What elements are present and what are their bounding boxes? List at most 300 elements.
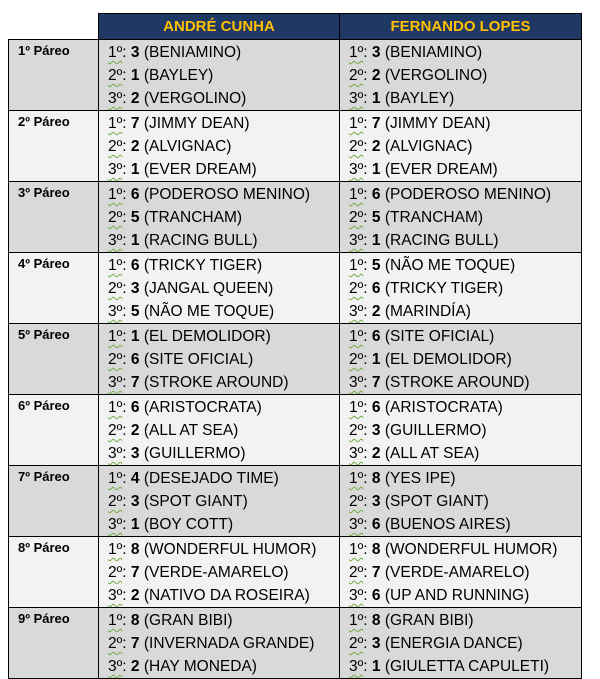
horse-name: (TRANCHAM) [384,209,484,226]
race-row [9,111,582,182]
pick-line [349,183,581,206]
picks-fernando-lopes [340,40,582,111]
horse-number: 6 [130,257,140,274]
pick-position: 3º [108,516,123,533]
race-row [9,537,582,608]
horse-name: (EL DEMOLIDOR) [384,351,512,368]
horse-number: 6 [130,399,140,416]
pick-separator: : [363,209,372,226]
pick-position: 1º [108,115,123,132]
pick-separator: : [122,44,131,61]
pick-separator: : [363,44,372,61]
horse-name: (BENIAMINO) [384,44,483,61]
pick-separator: : [122,209,131,226]
pick-position: 3º [108,445,123,462]
pick-line [349,300,581,323]
pick-line [349,513,581,536]
race-label: 9º Páreo [9,608,99,679]
race-label: 7º Páreo [9,466,99,537]
pick-separator: : [122,635,131,652]
pick-separator: : [363,399,372,416]
pick-separator: : [122,516,131,533]
pick-line [108,348,339,371]
race-tips-table [8,13,582,679]
pick-line [108,419,339,442]
horse-name: (ALVIGNAC) [143,138,232,155]
pick-line [108,467,339,490]
horse-number: 3 [130,44,140,61]
horse-name: (VERGOLINO) [143,90,247,107]
horse-number: 1 [371,232,381,249]
horse-name: (SPOT GIANT) [384,493,489,510]
horse-number: 3 [130,280,140,297]
horse-number: 1 [371,658,381,675]
horse-number: 5 [371,257,381,274]
pick-line [108,158,339,181]
horse-number: 1 [371,90,381,107]
horse-name: (NÃO ME TOQUE) [384,257,516,274]
picks-fernando-lopes [340,182,582,253]
horse-number: 2 [130,658,140,675]
pick-separator: : [363,161,372,178]
pick-position: 2º [349,564,364,581]
pick-separator: : [363,422,372,439]
horse-name: (WONDERFUL HUMOR) [384,541,558,558]
race-row [9,40,582,111]
pick-separator: : [363,67,372,84]
pick-position: 3º [108,90,123,107]
pick-separator: : [122,564,131,581]
picks-fernando-lopes [340,466,582,537]
horse-name: (JANGAL QUEEN) [143,280,274,297]
pick-position: 1º [349,328,364,345]
horse-name: (PODEROSO MENINO) [384,186,552,203]
picks-andre-cunha [99,395,340,466]
pick-separator: : [122,232,131,249]
horse-name: (EL DEMOLIDOR) [143,328,271,345]
horse-number: 1 [371,161,381,178]
horse-number: 6 [130,351,140,368]
horse-number: 2 [130,90,140,107]
pick-separator: : [122,587,131,604]
pick-position: 3º [349,374,364,391]
pick-line [349,419,581,442]
pick-line [108,112,339,135]
horse-number: 1 [130,516,140,533]
horse-name: (BAYLEY) [143,67,214,84]
pick-position: 2º [108,138,123,155]
picks-fernando-lopes [340,111,582,182]
picks-andre-cunha [99,40,340,111]
picks-fernando-lopes [340,253,582,324]
race-row [9,395,582,466]
horse-name: (PODEROSO MENINO) [143,186,311,203]
pick-line [108,632,339,655]
pick-line [349,206,581,229]
horse-name: (VERDE-AMARELO) [384,564,530,581]
pick-line [349,632,581,655]
horse-name: (SITE OFICIAL) [384,328,495,345]
pick-line [108,41,339,64]
horse-name: (MARINDÍA) [384,303,471,320]
pick-line [108,584,339,607]
race-label: 1º Páreo [9,40,99,111]
pick-position: 3º [349,587,364,604]
horse-number: 2 [130,587,140,604]
pick-position: 1º [108,44,123,61]
pick-separator: : [122,138,131,155]
pick-separator: : [122,470,131,487]
pick-position: 1º [349,541,364,558]
pick-separator: : [363,303,372,320]
pick-position: 1º [349,257,364,274]
horse-number: 6 [371,186,381,203]
pick-separator: : [363,587,372,604]
pick-separator: : [122,541,131,558]
horse-number: 1 [130,328,140,345]
pick-line [108,254,339,277]
picks-andre-cunha [99,608,340,679]
header-andre-cunha: ANDRÉ CUNHA [99,14,340,40]
pick-position: 2º [349,493,364,510]
horse-number: 7 [130,374,140,391]
race-row [9,324,582,395]
pick-position: 1º [108,186,123,203]
horse-name: (EVER DREAM) [143,161,257,178]
pick-position: 2º [349,67,364,84]
pick-separator: : [363,351,372,368]
pick-position: 2º [108,280,123,297]
pick-separator: : [363,374,372,391]
pick-separator: : [122,399,131,416]
picks-fernando-lopes [340,608,582,679]
pick-position: 1º [108,328,123,345]
horse-number: 3 [371,422,381,439]
horse-name: (SPOT GIANT) [143,493,248,510]
pick-separator: : [363,328,372,345]
horse-name: (TRICKY TIGER) [143,257,263,274]
pick-separator: : [363,612,372,629]
pick-separator: : [122,186,131,203]
horse-number: 7 [130,635,140,652]
race-row [9,608,582,679]
pick-separator: : [122,493,131,510]
race-label: 3º Páreo [9,182,99,253]
horse-name: (ENERGIA DANCE) [384,635,523,652]
horse-name: (YES IPE) [384,470,456,487]
pick-separator: : [363,232,372,249]
picks-fernando-lopes [340,537,582,608]
horse-name: (NÃO ME TOQUE) [143,303,275,320]
horse-number: 7 [371,374,381,391]
pick-line [108,64,339,87]
pick-position: 1º [349,470,364,487]
horse-number: 8 [130,541,140,558]
pick-position: 1º [108,399,123,416]
pick-line [108,490,339,513]
pick-separator: : [363,186,372,203]
pick-separator: : [363,90,372,107]
horse-name: (DESEJADO TIME) [143,470,279,487]
pick-position: 1º [349,44,364,61]
pick-separator: : [122,303,131,320]
horse-number: 5 [371,209,381,226]
pick-line [349,254,581,277]
horse-name: (BOY COTT) [143,516,234,533]
pick-line [349,490,581,513]
pick-separator: : [363,280,372,297]
pick-line [349,325,581,348]
pick-position: 2º [108,67,123,84]
pick-separator: : [363,138,372,155]
horse-name: (NATIVO DA ROSEIRA) [143,587,310,604]
horse-name: (SITE OFICIAL) [143,351,254,368]
pick-line [108,206,339,229]
horse-number: 6 [130,186,140,203]
horse-name: (BAYLEY) [384,90,455,107]
pick-position: 2º [349,635,364,652]
horse-name: (GRAN BIBI) [143,612,233,629]
pick-position: 2º [349,138,364,155]
pick-line [108,442,339,465]
horse-name: (RACING BULL) [384,232,499,249]
header-fernando-lopes: FERNANDO LOPES [340,14,582,40]
horse-number: 3 [371,635,381,652]
horse-number: 7 [130,564,140,581]
pick-separator: : [122,422,131,439]
horse-name: (JIMMY DEAN) [384,115,491,132]
horse-name: (GIULETTA CAPULETI) [384,658,550,675]
pick-position: 2º [108,493,123,510]
pick-line [349,158,581,181]
header-row [9,14,582,40]
pick-line [349,229,581,252]
horse-number: 8 [371,541,381,558]
horse-number: 8 [371,612,381,629]
pick-separator: : [122,257,131,274]
pick-position: 2º [108,635,123,652]
horse-name: (ARISTOCRATA) [143,399,262,416]
pick-line [108,513,339,536]
pick-separator: : [122,280,131,297]
pick-line [108,538,339,561]
horse-name: (JIMMY DEAN) [143,115,250,132]
picks-andre-cunha [99,466,340,537]
horse-number: 5 [130,303,140,320]
picks-andre-cunha [99,182,340,253]
pick-position: 2º [349,209,364,226]
horse-number: 6 [371,399,381,416]
horse-name: (RACING BULL) [143,232,258,249]
horse-name: (ARISTOCRATA) [384,399,503,416]
pick-line [349,135,581,158]
horse-number: 7 [371,115,381,132]
pick-line [349,609,581,632]
pick-separator: : [363,658,372,675]
pick-position: 2º [349,422,364,439]
pick-separator: : [363,541,372,558]
horse-name: (GRAN BIBI) [384,612,474,629]
picks-fernando-lopes [340,395,582,466]
horse-name: (STROKE AROUND) [384,374,530,391]
pick-line [108,609,339,632]
pick-position: 3º [108,161,123,178]
pick-separator: : [122,115,131,132]
pick-line [349,467,581,490]
pick-position: 1º [349,399,364,416]
pick-line [349,41,581,64]
pick-line [108,229,339,252]
horse-number: 4 [130,470,140,487]
pick-separator: : [122,612,131,629]
pick-line [349,442,581,465]
horse-number: 2 [371,303,381,320]
horse-number: 7 [130,115,140,132]
pick-position: 3º [108,587,123,604]
horse-number: 2 [371,445,381,462]
pick-separator: : [363,470,372,487]
horse-number: 1 [130,67,140,84]
horse-name: (GUILLERMO) [143,445,246,462]
pick-position: 2º [108,564,123,581]
pick-separator: : [122,328,131,345]
race-label: 8º Páreo [9,537,99,608]
horse-name: (INVERNADA GRANDE) [143,635,315,652]
pick-position: 2º [349,351,364,368]
pick-position: 3º [108,374,123,391]
pick-line [349,112,581,135]
pick-separator: : [122,374,131,391]
horse-name: (VERDE-AMARELO) [143,564,289,581]
pick-position: 1º [349,115,364,132]
horse-name: (HAY MONEDA) [143,658,257,675]
pick-line [349,348,581,371]
horse-name: (UP AND RUNNING) [384,587,530,604]
pick-position: 3º [108,303,123,320]
pick-separator: : [122,90,131,107]
pick-position: 1º [108,612,123,629]
pick-position: 3º [349,445,364,462]
pick-line [349,584,581,607]
pick-separator: : [122,351,131,368]
pick-line [349,87,581,110]
horse-number: 6 [371,328,381,345]
pick-position: 3º [349,303,364,320]
pick-position: 3º [349,516,364,533]
horse-name: (EVER DREAM) [384,161,498,178]
pick-separator: : [122,658,131,675]
pick-separator: : [122,445,131,462]
horse-number: 8 [371,470,381,487]
horse-name: (VERGOLINO) [384,67,488,84]
pick-line [349,371,581,394]
horse-number: 2 [371,67,381,84]
picks-andre-cunha [99,253,340,324]
horse-name: (WONDERFUL HUMOR) [143,541,317,558]
picks-andre-cunha [99,111,340,182]
pick-line [108,277,339,300]
pick-position: 3º [349,161,364,178]
pick-line [349,277,581,300]
pick-line [108,183,339,206]
horse-name: (GUILLERMO) [384,422,487,439]
pick-position: 3º [349,658,364,675]
horse-name: (BENIAMINO) [143,44,242,61]
horse-number: 1 [371,351,381,368]
horse-number: 6 [371,587,381,604]
pick-line [108,396,339,419]
pick-line [108,655,339,678]
picks-fernando-lopes [340,324,582,395]
pick-position: 1º [349,186,364,203]
race-label: 2º Páreo [9,111,99,182]
pick-position: 2º [108,422,123,439]
header-corner [9,14,99,40]
pick-line [349,538,581,561]
pick-line [349,396,581,419]
horse-name: (BUENOS AIRES) [384,516,511,533]
race-label: 5º Páreo [9,324,99,395]
horse-number: 6 [371,516,381,533]
horse-number: 1 [130,161,140,178]
horse-name: (ALL AT SEA) [384,445,480,462]
pick-separator: : [363,445,372,462]
pick-position: 3º [349,232,364,249]
pick-position: 2º [108,351,123,368]
pick-line [108,135,339,158]
pick-position: 3º [349,90,364,107]
pick-position: 1º [108,541,123,558]
horse-number: 7 [371,564,381,581]
horse-name: (TRICKY TIGER) [384,280,504,297]
picks-andre-cunha [99,537,340,608]
horse-number: 1 [130,232,140,249]
pick-position: 3º [108,232,123,249]
pick-separator: : [122,67,131,84]
pick-position: 1º [349,612,364,629]
horse-number: 5 [130,209,140,226]
horse-name: (ALL AT SEA) [143,422,239,439]
horse-number: 2 [130,422,140,439]
horse-number: 6 [371,280,381,297]
race-row [9,253,582,324]
races-body [9,40,582,679]
race-label: 6º Páreo [9,395,99,466]
horse-name: (ALVIGNAC) [384,138,473,155]
pick-line [108,371,339,394]
race-label: 4º Páreo [9,253,99,324]
horse-name: (STROKE AROUND) [143,374,289,391]
pick-line [349,655,581,678]
pick-line [108,300,339,323]
horse-number: 3 [371,493,381,510]
pick-position: 3º [108,658,123,675]
pick-position: 1º [108,470,123,487]
race-row [9,466,582,537]
pick-separator: : [363,635,372,652]
race-row [9,182,582,253]
pick-separator: : [363,115,372,132]
pick-separator: : [363,493,372,510]
pick-line [108,561,339,584]
pick-line [349,64,581,87]
horse-number: 8 [130,612,140,629]
pick-line [108,325,339,348]
horse-number: 3 [130,493,140,510]
pick-position: 1º [108,257,123,274]
picks-andre-cunha [99,324,340,395]
pick-position: 2º [349,280,364,297]
